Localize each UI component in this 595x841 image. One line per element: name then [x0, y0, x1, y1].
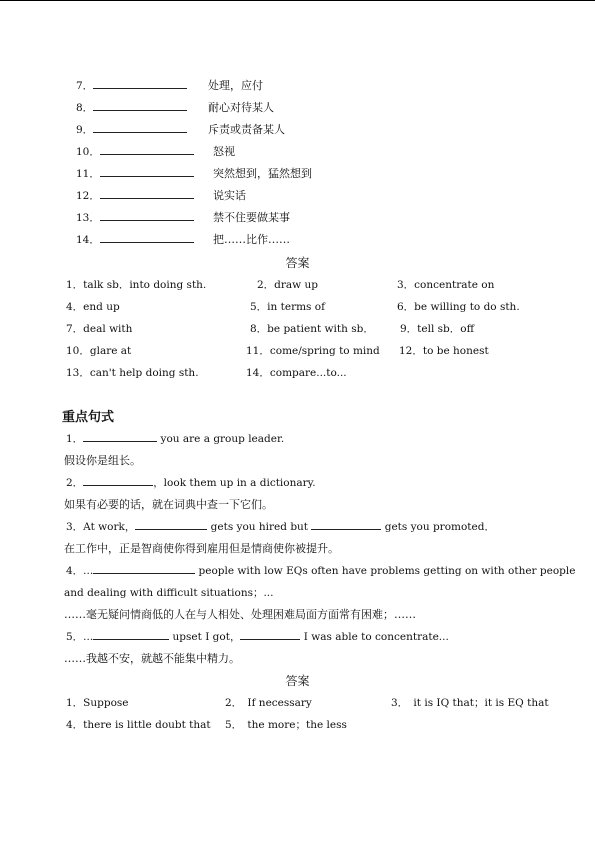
- answer-blank: [100, 167, 194, 177]
- vocab-row-11: [76, 167, 194, 181]
- answer-3: 3．concentrate on: [397, 279, 495, 291]
- vocab-row-10: [76, 145, 194, 159]
- sentence-2: [66, 476, 316, 490]
- answer-blank: [311, 520, 381, 530]
- vocab-meaning-9: 斥责或责备某人: [208, 123, 285, 136]
- sentence-5-translation: ……我越不安，就越不能集中精力。: [64, 652, 240, 665]
- vocab-meaning-7: 处理，应付: [208, 79, 263, 92]
- answer-10: 10．glare at: [66, 345, 132, 357]
- answer-11: 11．come/spring to mind: [246, 345, 380, 357]
- vocab-number: 11．: [76, 168, 100, 180]
- sentence-text: upset I got，: [172, 631, 241, 643]
- answer-4: 4．end up: [66, 301, 120, 313]
- answer2-2: 2． If necessary: [225, 697, 312, 709]
- vocab-meaning-8: 耐心对待某人: [208, 101, 274, 114]
- answer-blank: [100, 233, 194, 243]
- answer-blank: [93, 630, 169, 640]
- sentence-4: [66, 564, 575, 578]
- sentence-text: gets you hired but: [210, 521, 309, 533]
- answer-1: 1．talk sb．into doing sth.: [66, 279, 207, 291]
- vocab-row-7: [76, 79, 187, 93]
- answer2-4: 4．there is little doubt that: [66, 719, 211, 731]
- sentence-text: 4．...: [66, 565, 94, 577]
- answer-13: 13．can't help doing sth.: [66, 367, 199, 379]
- sentence-2-translation: 如果有必要的话，就在词典中查一下它们。: [64, 498, 273, 511]
- vocab-number: 14．: [76, 234, 100, 246]
- answer-blank: [83, 476, 153, 486]
- sentence-1-translation: 假设你是组长。: [64, 454, 141, 467]
- answers-title-1: 答案: [285, 256, 310, 270]
- section-title: 重点句式: [62, 410, 115, 425]
- sentence-4-translation: ……毫无疑问情商低的人在与人相处、处理困难局面方面常有困难；……: [64, 608, 416, 621]
- sentence-text: you are a group leader.: [160, 433, 285, 445]
- vocab-number: 9．: [76, 124, 94, 136]
- vocab-number: 7．: [76, 80, 94, 92]
- answer-2: 2．draw up: [257, 279, 318, 291]
- sentence-number: 2．: [66, 477, 84, 489]
- sentence-3-translation: 在工作中，正是智商使你得到雇用但是情商使你被提升。: [64, 542, 339, 555]
- vocab-number: 8．: [76, 102, 94, 114]
- answer-blank: [240, 630, 300, 640]
- vocab-row-14: [76, 233, 194, 247]
- answer-7: 7．deal with: [66, 323, 133, 335]
- vocab-meaning-12: 说实话: [213, 189, 246, 202]
- answer-12: 12．to be honest: [399, 345, 489, 357]
- vocab-number: 13．: [76, 212, 100, 224]
- answer-9: 9．tell sb．off: [400, 323, 475, 335]
- sentence-1: [66, 432, 284, 446]
- answer-6: 6．be willing to do sth.: [397, 301, 520, 313]
- vocab-number: 12．: [76, 190, 100, 202]
- sentence-text: I was able to concentrate...: [303, 631, 449, 643]
- answer-blank: [93, 79, 187, 89]
- vocab-row-12: [76, 189, 194, 203]
- page-top-rule: [0, 0, 595, 1]
- sentence-text: ，look them up in a dictionary.: [153, 477, 316, 489]
- answer-blank: [100, 145, 194, 155]
- sentence-text: 5．...: [66, 631, 94, 643]
- vocab-meaning-14: 把……比作……: [213, 233, 290, 246]
- answer-8: 8．be patient with sb．: [250, 323, 374, 335]
- vocab-row-8: [76, 101, 187, 115]
- vocab-meaning-13: 禁不住要做某事: [213, 211, 290, 224]
- answer-blank: [93, 564, 195, 574]
- vocab-meaning-11: 突然想到，猛然想到: [213, 167, 312, 180]
- answer-blank: [100, 189, 194, 199]
- answer-blank: [93, 101, 187, 111]
- sentence-text: 3．At work，: [66, 521, 136, 533]
- answers-title-2: 答案: [285, 674, 310, 688]
- answer-blank: [93, 123, 187, 133]
- answer2-1: 1．Suppose: [66, 697, 129, 709]
- answer-5: 5．in terms of: [250, 301, 325, 313]
- sentence-number: 1．: [66, 433, 84, 445]
- vocab-row-9: [76, 123, 187, 137]
- sentence-3: [66, 520, 495, 534]
- answer-blank: [135, 520, 207, 530]
- answer-14: 14．compare...to...: [246, 367, 347, 379]
- answer2-3: 3． it is IQ that；it is EQ that: [391, 697, 549, 709]
- vocab-number: 10．: [76, 146, 100, 158]
- sentence-text: people with low EQs often have problems getting on with other people: [198, 565, 576, 577]
- sentence-4-continued: and dealing with difficult situations；...: [64, 587, 274, 599]
- vocab-row-13: [76, 211, 194, 225]
- answer2-5: 5． the more；the less: [225, 719, 347, 731]
- vocab-meaning-10: 怒视: [213, 145, 235, 158]
- answer-blank: [83, 432, 157, 442]
- answer-blank: [100, 211, 194, 221]
- sentence-text: gets you promoted．: [384, 521, 495, 533]
- sentence-5: [66, 630, 449, 644]
